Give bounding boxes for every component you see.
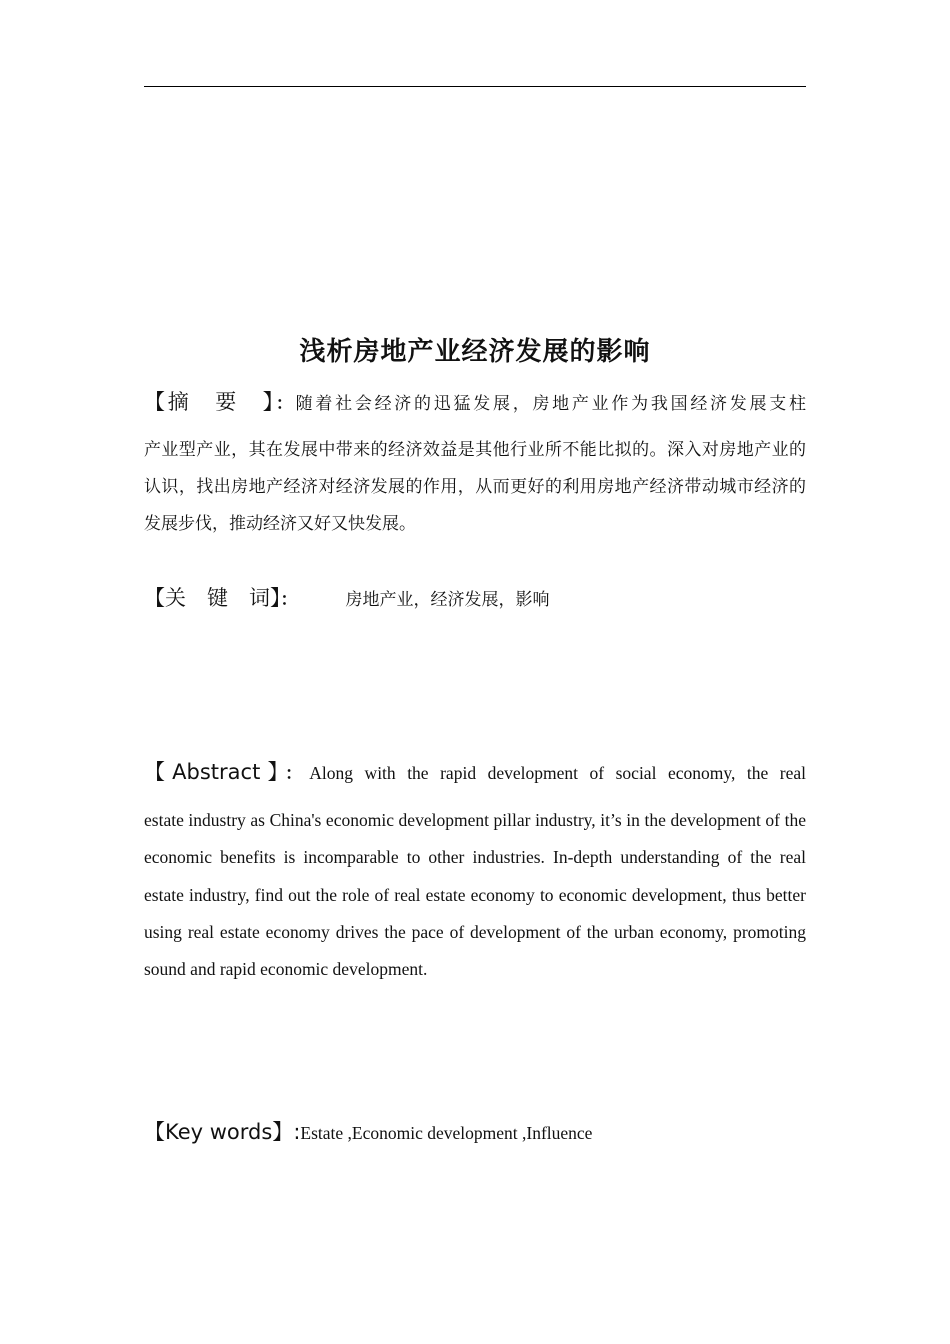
chinese-keywords xyxy=(144,580,806,618)
english-keywords xyxy=(144,1114,806,1151)
chinese-abstract-first-text: 随着社会经济的迅猛发展，房地产业作为我国经济发展支柱 xyxy=(295,394,806,414)
chinese-abstract xyxy=(144,384,806,543)
english-abstract-first-line xyxy=(144,754,806,792)
english-keywords-colon: : xyxy=(293,1120,301,1144)
english-abstract xyxy=(144,754,806,988)
english-abstract-colon: ： xyxy=(285,764,310,784)
english-abstract-text: estate industry as China's economic development pillar industry, it’s in the development of the economic benefits is incomparable to other industries. In-depth understanding of the real estate industry, find out the role of real estate economy to economic development, thus better using real estate economy drives the pace of development of the urban economy, promoting sound and rapid economic development. xyxy=(144,810,806,980)
chinese-abstract-first-line xyxy=(144,384,806,422)
header-rule xyxy=(144,86,806,87)
english-keywords-label: 【Key words】 xyxy=(144,1120,294,1144)
chinese-keywords-value: 房地产业，经济发展，影响 xyxy=(345,590,550,610)
english-abstract-label: 【Abstract】 xyxy=(144,760,286,784)
chinese-keywords-label: 【关 键 词】 xyxy=(144,586,281,610)
chinese-abstract-text: 产业型产业，其在发展中带来的经济效益是其他行业所不能比拟的。深入对房地产业的认识，找出房地产经济对经济发展的作用，从而更好的利用房地产经济带动城市经济的发展步伐，推动经济又好又快发展。 xyxy=(144,440,806,534)
chinese-abstract-label: 【摘 要 】 xyxy=(144,390,276,414)
chinese-abstract-colon: ： xyxy=(275,394,296,414)
chinese-keywords-colon: ： xyxy=(280,590,298,610)
paper-title: 浅析房地产业经济发展的影响 xyxy=(299,337,651,367)
english-keywords-value: Estate ,Economic development ,Influence xyxy=(300,1123,593,1143)
english-abstract-first-text: Along with the rapid development of social economy, the real xyxy=(309,763,807,783)
